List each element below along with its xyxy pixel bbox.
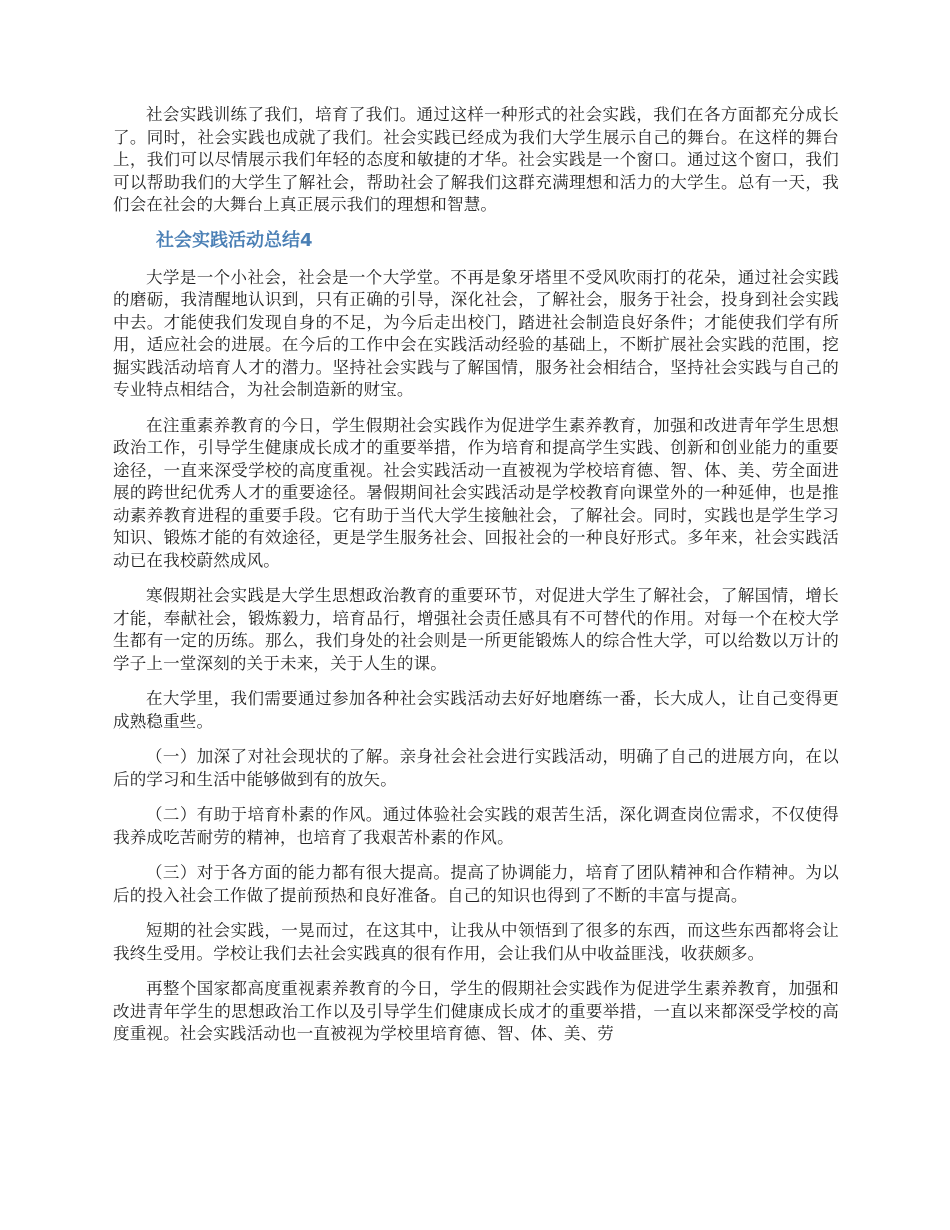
- body-paragraph-5: 短期的社会实践，一晃而过，在这其中，让我从中领悟到了很多的东西，而这些东西都将会让我终生受用。学校让我们去社会实践真的很有作用，会让我们从中收益匪浅，收获颇多。: [113, 921, 839, 963]
- intro-paragraph: 社会实践训练了我们，培育了我们。通过这样一种形式的社会实践，我们在各方面都充分成长了。同时，社会实践也成就了我们。社会实践已经成为我们大学生展示自己的舞台。在这样的舞台上，我们可以尽情展示我们年轻的态度和敏捷的才华。社会实践是一个窗口。通过这个窗口，我们可以帮助我们的大学生了解社会，帮助社会了解我们这群充满理想和活力的大学生。总有一天，我们会在社会的大舞台上真正展示我们的理想和智慧。: [113, 105, 839, 214]
- body-paragraph-4: 在大学里，我们需要通过参加各种社会实践活动去好好地磨练一番，长大成人，让自己变得更成熟稳重些。: [113, 689, 839, 731]
- body-paragraph-2: 在注重素养教育的今日，学生假期社会实践作为促进学生素养教育，加强和改进青年学生思想政治工作，引导学生健康成长成才的重要举措，作为培育和提高学生实践、创新和创业能力的重要途径，一直来深受学校的高度重视。社会实践活动一直被视为学校培育德、智、体、美、劳全面进展的跨世纪优秀人才的重要途径。暑假期间社会实践活动是学校教育向课堂外的一种延伸，也是推动素养教育进程的重要手段。它有助于当代大学生接触社会，了解社会。同时，实践也是学生学习知识、锻炼才能的有效途径，更是学生服务社会、回报社会的一种良好形式。多年来，社会实践活动已在我校蔚然成风。: [113, 415, 839, 570]
- list-item-3: （三）对于各方面的能力都有很大提高。提高了协调能力，培育了团队精神和合作精神。为以后的投入社会工作做了提前预热和良好准备。自己的知识也得到了不断的丰富与提高。: [113, 863, 839, 905]
- section-heading: 社会实践活动总结4: [156, 229, 313, 251]
- document-page: [113, 104, 839, 1059]
- body-paragraph-1: 大学是一个小社会，社会是一个大学堂。不再是象牙塔里不受风吹雨打的花朵，通过社会实践的磨砺，我清醒地认识到，只有正确的引导，深化社会，了解社会，服务于社会，投身到社会实践中去。才能使我们发现自身的不足，为今后走出校门，踏进社会制造良好条件；才能使我们学有所用，适应社会的进展。在今后的工作中会在实践活动经验的基础上，不断扩展社会实践的范围，挖掘实践活动培育人才的潜力。坚持社会实践与了解国情，服务社会相结合，坚持社会实践与自己的专业特点相结合，为社会制造新的财宝。: [113, 267, 839, 399]
- list-item-2: （二）有助于培育朴素的作风。通过体验社会实践的艰苦生活，深化调查岗位需求，不仅使得我养成吃苦耐劳的精神，也培育了我艰苦朴素的作风。: [113, 805, 839, 847]
- body-paragraph-3: 寒假期社会实践是大学生思想政治教育的重要环节，对促进大学生了解社会，了解国情，增长才能，奉献社会，锻炼毅力，培育品行，增强社会责任感具有不可替代的作用。对每一个在校大学生都有一定的历练。那么，我们身处的社会则是一所更能锻炼人的综合性大学，可以给数以万计的学子上一堂深刻的关于未来，关于人生的课。: [113, 586, 839, 673]
- body-paragraph-6: 再整个国家都高度重视素养教育的今日，学生的假期社会实践作为促进学生素养教育，加强和改进青年学生的思想政治工作以及引导学生们健康成长成才的重要举措，一直以来都深受学校的高度重视。社会实践活动也一直被视为学校里培育德、智、体、美、劳: [113, 979, 839, 1043]
- list-item-1: （一）加深了对社会现状的了解。亲身社会社会进行实践活动，明确了自己的进展方向，在以后的学习和生活中能够做到有的放矢。: [113, 747, 839, 789]
